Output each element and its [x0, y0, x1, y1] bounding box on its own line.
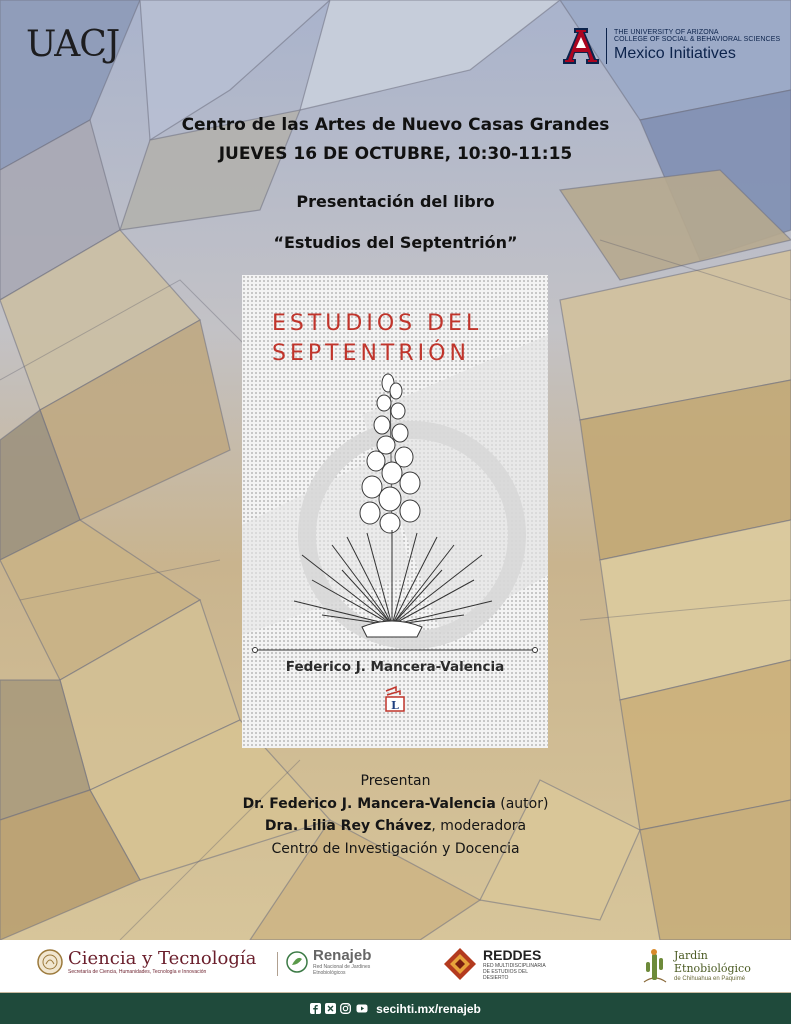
ciencia-name: Ciencia y Tecnología — [68, 948, 257, 969]
event-book-title: “Estudios del Septentrión” — [273, 233, 518, 252]
cover-title-line1: ESTUDIOS DEL — [272, 311, 483, 336]
event-label: Presentación del libro — [296, 192, 495, 211]
uacj-logo: UACJ — [26, 24, 120, 65]
presenter-author-name: Dr. Federico J. Mancera-Valencia — [242, 795, 496, 812]
reddes-emblem-icon — [442, 946, 478, 982]
social-footer — [0, 993, 791, 1024]
book-cover — [242, 275, 548, 748]
instagram-icon[interactable] — [340, 1003, 351, 1014]
x-icon[interactable] — [325, 1003, 336, 1014]
presenter-author-line — [0, 793, 791, 816]
cover-divider — [252, 647, 538, 653]
jardin-name1: Jardín — [674, 949, 708, 962]
youtube-icon[interactable] — [355, 1003, 369, 1014]
reddes-logo — [442, 946, 546, 982]
ua-line2: COLLEGE OF SOCIAL & BEHAVIORAL SCIENCES — [614, 36, 781, 43]
ua-divider — [606, 28, 607, 64]
yucca-plant-icon — [242, 365, 548, 645]
jardin-sub: de Chihuahua en Paquimé — [674, 976, 746, 982]
cover-author: Federico J. Mancera-Valencia — [285, 659, 505, 675]
arizona-a-icon — [562, 26, 600, 66]
presenters-block — [0, 770, 791, 860]
reddes-name: REDDES — [483, 947, 542, 963]
ciencia-tecnologia-logo — [36, 948, 256, 976]
cactus-icon — [640, 946, 670, 986]
reddes-sub3: DESIERTO — [483, 975, 509, 981]
presenter-moderator-line — [0, 815, 791, 838]
ua-name: Mexico Initiatives — [614, 44, 736, 62]
renajeb-leaf-icon — [285, 950, 309, 974]
facebook-icon[interactable] — [310, 1003, 321, 1014]
presenter-moderator-name: Dra. Lilia Rey Chávez — [264, 818, 432, 834]
footer-url-link[interactable]: secihti.mx/renajeb — [376, 1001, 481, 1016]
mexico-seal-icon — [36, 948, 64, 976]
presenter-institution: Centro de Investigación y Docencia — [271, 840, 520, 857]
jardin-name2: Etnobiológico — [674, 962, 751, 975]
presenter-moderator-role: , moderadora — [431, 818, 527, 834]
presenter-author-role: (autor) — [500, 795, 549, 812]
ua-line1: THE UNIVERSITY OF ARIZONA — [614, 28, 719, 36]
renajeb-name: Renajeb — [313, 947, 372, 964]
renajeb-logo — [285, 948, 371, 976]
jardin-etnobiologico-logo — [640, 946, 751, 986]
publisher-mark: L — [391, 699, 399, 712]
presenters-intro: Presentan — [360, 773, 431, 789]
renajeb-sub1: Red Nacional de Jardines — [313, 964, 371, 970]
cover-title-line2: SEPTENTRIÓN — [272, 341, 470, 366]
reddes-sub2: DE ESTUDIOS DEL — [483, 969, 529, 975]
reddes-sub1: RED MULTIDISCIPLINARIA — [483, 963, 546, 969]
sponsor-divider — [277, 952, 278, 976]
publisher-logo-icon — [384, 685, 406, 713]
event-venue: Centro de las Artes de Nuevo Casas Grandes — [181, 115, 610, 135]
ciencia-sub: Secretaría de Ciencia, Humanidades, Tecnología e Innovación — [68, 969, 207, 975]
event-datetime: JUEVES 16 DE OCTUBRE, 10:30-11:15 — [218, 144, 573, 164]
university-of-arizona-logo — [562, 26, 780, 66]
renajeb-sub2: Etnobiológicos — [313, 970, 346, 976]
